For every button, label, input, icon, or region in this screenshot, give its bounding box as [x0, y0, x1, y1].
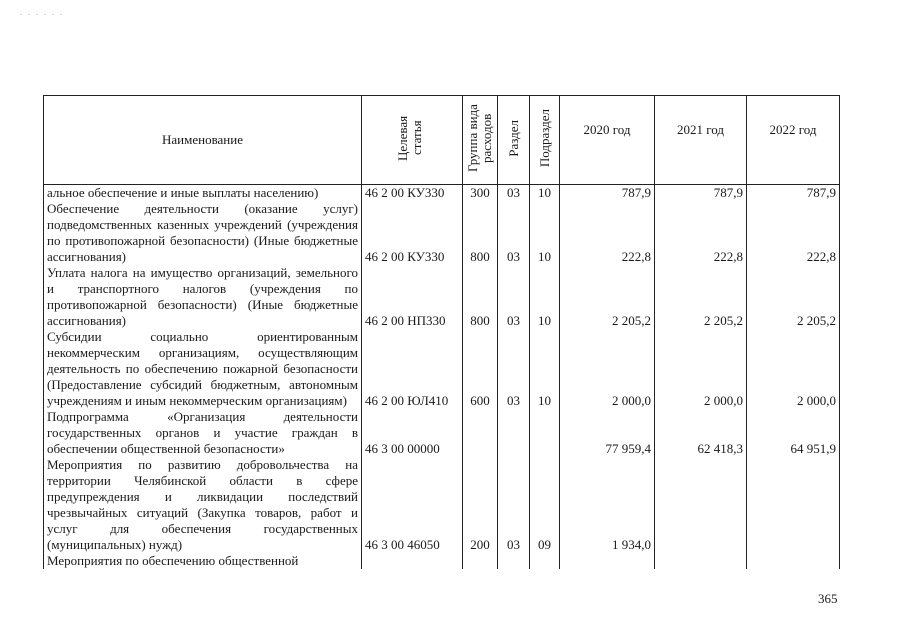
- cell-group: 300: [463, 185, 498, 202]
- cell-target: 46 2 00 КУ330: [362, 201, 463, 265]
- cell-subsection: 09: [530, 457, 560, 553]
- cell-2022: 2 205,2: [747, 265, 840, 329]
- header-subsection: Подраздел: [530, 96, 560, 185]
- cell-2021: [655, 553, 747, 569]
- cell-group: 800: [463, 201, 498, 265]
- budget-table: [43, 95, 840, 569]
- cell-target: 46 3 00 00000: [362, 409, 463, 457]
- table-header-row: [44, 96, 840, 185]
- page-number: 365: [818, 591, 838, 606]
- cell-2020: 222,8: [560, 201, 655, 265]
- cell-2020: 2 205,2: [560, 265, 655, 329]
- cell-section: 03: [498, 457, 530, 553]
- cell-name: Субсидии социально ориентированным некоммерческим организациям, осуществляющим деятельность по обеспечению пожарной безопасности (Предоставление субсидий бюджетным, автономным учреждениям и иным некоммерческим организациям): [44, 329, 362, 409]
- cell-subsection: 10: [530, 329, 560, 409]
- cell-2021: 62 418,3: [655, 409, 747, 457]
- table-row: [44, 201, 840, 265]
- cell-name: Мероприятия по обеспечению общественной: [44, 553, 362, 569]
- cell-2020: 787,9: [560, 185, 655, 202]
- header-name: Наименование: [44, 96, 362, 185]
- cell-name: Мероприятия по развитию добровольчества на территории Челябинской области в сфере предупреждения и ликвидации последствий чрезвычайных ситуаций (Закупка товаров, работ и услуг для обеспечения государственных (муниципальных) нужд): [44, 457, 362, 553]
- cell-2021: 2 205,2: [655, 265, 747, 329]
- cell-2021: 787,9: [655, 185, 747, 202]
- scan-marks: . . . . . .: [20, 8, 64, 17]
- cell-2021: 222,8: [655, 201, 747, 265]
- cell-section: 03: [498, 185, 530, 202]
- cell-section: 03: [498, 201, 530, 265]
- cell-name: Обеспечение деятельности (оказание услуг) подведомственных казенных учреждений (учреждения по противопожарной безопасности) (Иные бюджетные ассигнования): [44, 201, 362, 265]
- table-row: [44, 265, 840, 329]
- cell-2020: 77 959,4: [560, 409, 655, 457]
- cell-name: альное обеспечение и иные выплаты населению): [44, 185, 362, 202]
- cell-group: 600: [463, 329, 498, 409]
- header-section: Раздел: [498, 96, 530, 185]
- cell-section: 03: [498, 329, 530, 409]
- cell-subsection: [530, 553, 560, 569]
- cell-2022: 64 951,9: [747, 409, 840, 457]
- cell-target: 46 3 00 46050: [362, 457, 463, 553]
- cell-name: Подпрограмма «Организация деятельности государственных органов и участие граждан в обеспечении общественной безопасности»: [44, 409, 362, 457]
- cell-2022: [747, 553, 840, 569]
- cell-2020: 1 934,0: [560, 457, 655, 553]
- cell-group: 800: [463, 265, 498, 329]
- cell-target: 46 2 00 НП330: [362, 265, 463, 329]
- cell-2021: 2 000,0: [655, 329, 747, 409]
- header-2021: 2021 год: [655, 96, 747, 185]
- table-row: [44, 185, 840, 202]
- cell-group: [463, 553, 498, 569]
- header-group: Группа вида расходов: [463, 96, 498, 185]
- table-row: [44, 329, 840, 409]
- cell-2022: 787,9: [747, 185, 840, 202]
- cell-group: [463, 409, 498, 457]
- table-row: [44, 457, 840, 553]
- cell-target: 46 2 00 ЮЛ410: [362, 329, 463, 409]
- cell-2020: 2 000,0: [560, 329, 655, 409]
- cell-section: [498, 553, 530, 569]
- cell-subsection: 10: [530, 185, 560, 202]
- cell-group: 200: [463, 457, 498, 553]
- cell-2020: [560, 553, 655, 569]
- header-2020: 2020 год: [560, 96, 655, 185]
- cell-2022: 222,8: [747, 201, 840, 265]
- cell-subsection: [530, 409, 560, 457]
- header-target: Целевая статья: [362, 96, 463, 185]
- cell-target: 46 2 00 КУ330: [362, 185, 463, 202]
- cell-section: 03: [498, 265, 530, 329]
- table-row: [44, 409, 840, 457]
- header-2022: 2022 год: [747, 96, 840, 185]
- cell-subsection: 10: [530, 201, 560, 265]
- cell-subsection: 10: [530, 265, 560, 329]
- cell-section: [498, 409, 530, 457]
- table-row: [44, 553, 840, 569]
- cell-2021: [655, 457, 747, 553]
- cell-2022: [747, 457, 840, 553]
- cell-2022: 2 000,0: [747, 329, 840, 409]
- cell-name: Уплата налога на имущество организаций, земельного и транспортного налогов (учреждения по противопожарной безопасности) (Иные бюджетные ассигнования): [44, 265, 362, 329]
- cell-target: [362, 553, 463, 569]
